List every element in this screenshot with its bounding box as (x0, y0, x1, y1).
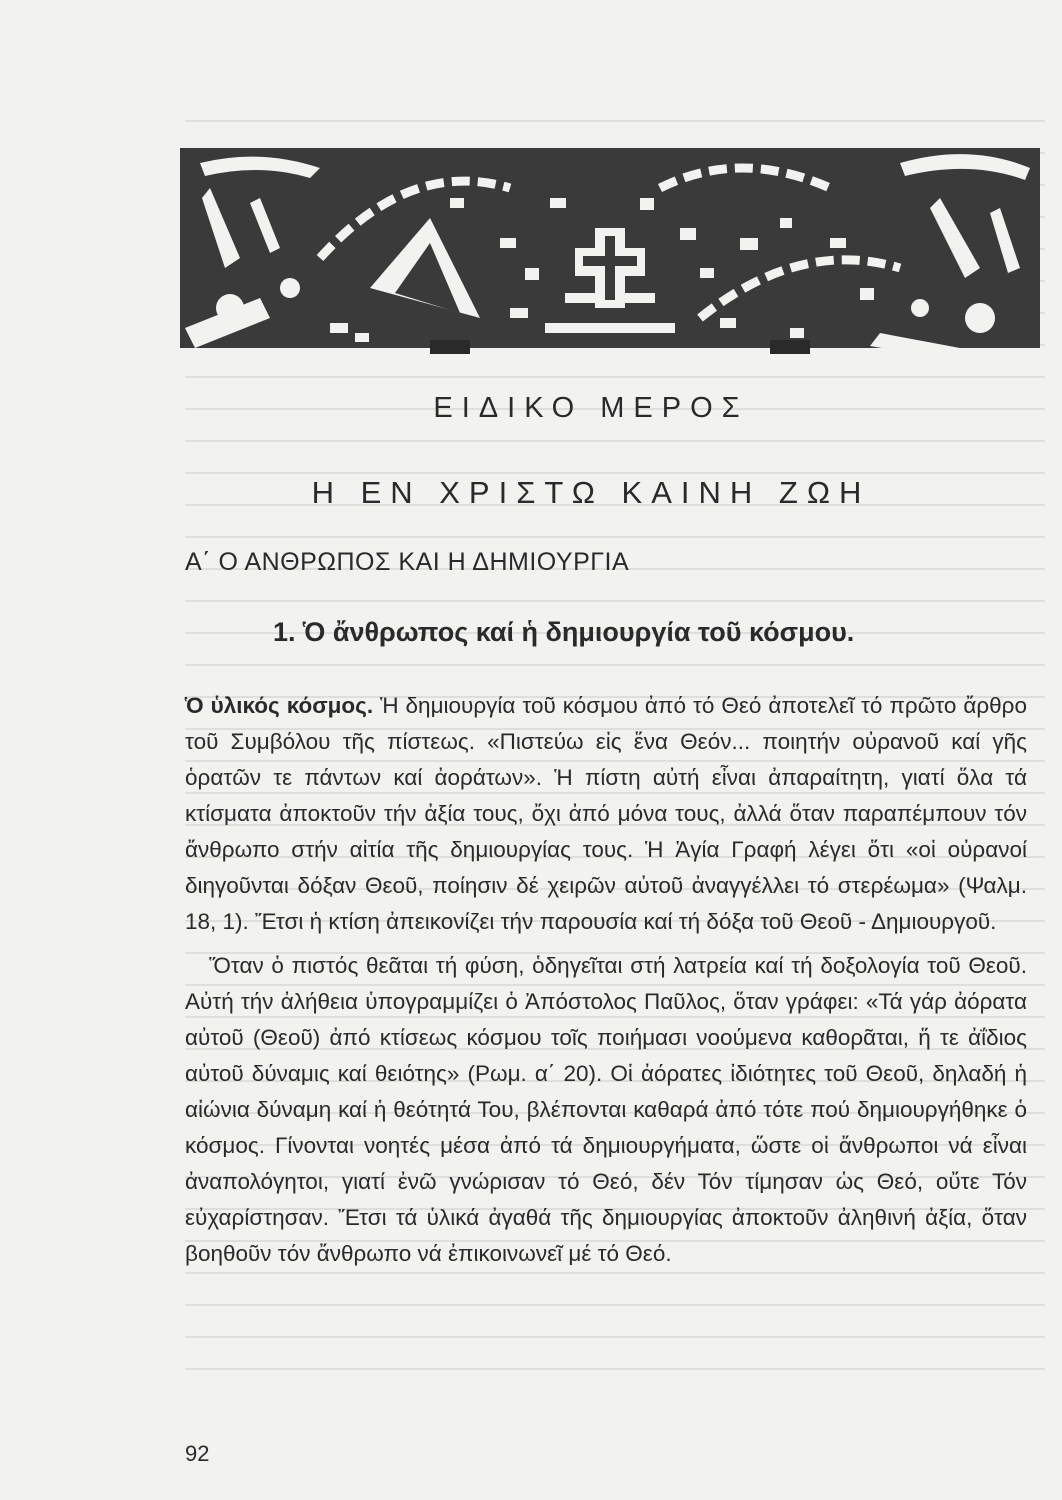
paragraph-text: Ἡ δημιουργία τοῦ κόσμου ἀπό τό Θεό ἀποτελεῖ τό πρῶτο ἄρθρο τοῦ Συμβόλου τῆς πίστεως. «Πιστεύω εἰς ἕνα Θεόν... ποιητήν οὐρανοῦ καί γῆς ὁρατῶν τε πάντων καί ἀοράτων». Ἡ πίστη αὐτή εἶναι ἀπαραίτητη, γιατί ὅλα τά κτίσματα ἀποκτοῦν τήν ἀξία τους, ὄχι ἀπό μόνα τους, ἀλλά ὅταν παραπέμπουν τόν ἄνθρωπο στήν αἰτία τῆς δημιουργίας τους. Ἡ Ἁγία Γραφή λέγει ὅτι «οἱ οὐρανοί διηγοῦνται δόξαν Θεοῦ, ποίησιν δέ χειρῶν αὐτοῦ ἀναγγέλλει τό στερέωμα» (Ψαλμ. 18, 1). Ἔτσι ἡ κτίση ἀπεικονίζει τήν παρουσία καί τή δόξα τοῦ Θεοῦ - Δημιουργοῦ. (185, 693, 1027, 934)
decorative-ornament-icon (180, 118, 1040, 368)
paragraph-1 (185, 688, 1027, 940)
paragraph-2 (185, 948, 1027, 1272)
paragraph-lead: Ὁ ὑλικός κόσμος. (185, 693, 374, 718)
chapter-title: Α΄ Ο ΑΝΘΡΩΠΟΣ ΚΑΙ Η ΔΗΜΙΟΥΡΓΙΑ (185, 548, 630, 576)
part-title: Η ΕΝ ΧΡΙΣΤΩ ΚΑΙΝΗ ΖΩΗ (311, 475, 871, 510)
section-subtitle: 1. Ὁ ἄνθρωπος καί ἡ δημιουργία τοῦ κόσμου. (273, 617, 855, 647)
paragraph-text: Ὅταν ὁ πιστός θεᾶται τή φύση, ὁδηγεῖται στή λατρεία καί τή δοξολογία τοῦ Θεοῦ. Αὐτή τήν ἀλήθεια ὑπογραμμίζει ὁ Ἀπόστολος Παῦλος, ὅταν γράφει: «Τά γάρ ἀόρατα αὐτοῦ (Θεοῦ) ἀπό κτίσεως κόσμου τοῖς ποιήμασι νοούμενα καθορᾶται, ἥ τε ἀΐδιος αὐτοῦ δύναμις καί θειότης» (Ρωμ. α΄ 20). Οἱ ἀόρατες ἰδιότητες τοῦ Θεοῦ, δηλαδή ἡ αἰώνια δύναμη καί ἡ θεότητά Του, βλέπονται καθαρά ἀπό τότε πού δημιουργήθηκε ὁ κόσμος. Γίνονται νοητές μέσα ἀπό τά δημιουργήματα, ὥστε οἱ ἄνθρωποι νά εἶναι ἀναπολόγητοι, γιατί ἐνῶ γνώρισαν τό Θεό, δέν Τόν τίμησαν ὡς Θεό, οὔτε Τόν εὐχαρίστησαν. Ἔτσι τά ὑλικά ἀγαθά τῆς δημιουργίας ἀποκτοῦν ἀληθινή ἀξία, ὅταν βοηθοῦν τόν ἄνθρωπο νά ἐπικοινωνεῖ μέ τό Θεό. (185, 953, 1027, 1266)
page-number: 92 (185, 1441, 210, 1466)
section-label: ΕΙΔΙΚΟ ΜΕΡΟΣ (433, 392, 749, 424)
body-text (185, 688, 1027, 1272)
